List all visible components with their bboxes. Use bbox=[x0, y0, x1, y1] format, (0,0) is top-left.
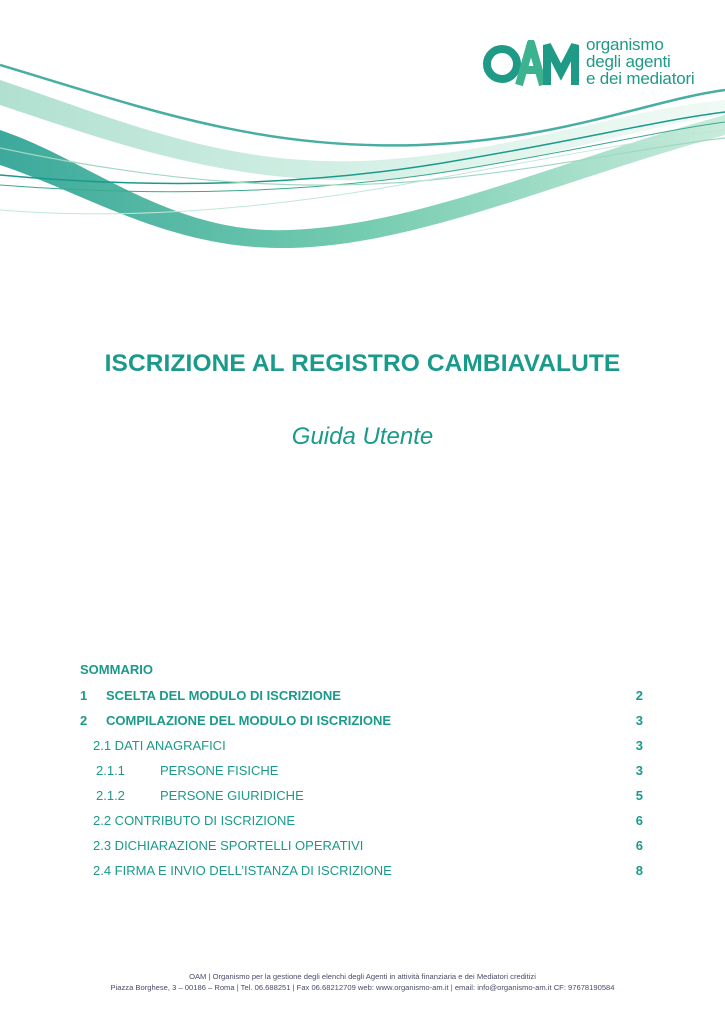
footer-line-2: Piazza Borghese, 3 – 00186 – Roma | Tel. 06.688251 | Fax 06.68212709 web: www.organismo-am.it | email: info@organismo-am.it CF: 97678190584 bbox=[110, 983, 615, 992]
toc-entry-label: COMPILAZIONE DEL MODULO DI ISCRIZIONE bbox=[106, 713, 392, 728]
toc-entry-2-3[interactable] bbox=[80, 838, 643, 863]
toc-entry-page: 5 bbox=[635, 788, 643, 803]
toc-entry-label: PERSONE GIURIDICHE bbox=[160, 788, 304, 803]
logo-line-2: degli agenti bbox=[586, 52, 671, 71]
toc-entry-page: 2 bbox=[635, 688, 643, 703]
toc-entry-label: PERSONE FISICHE bbox=[160, 763, 279, 778]
toc-entry-2-1-1[interactable] bbox=[80, 763, 643, 788]
oam-logo-mark bbox=[483, 40, 583, 88]
toc-entry-1[interactable] bbox=[80, 688, 643, 713]
toc-entry-label: 2.1 DATI ANAGRAFICI bbox=[93, 738, 226, 753]
oam-logo bbox=[483, 36, 698, 92]
footer-line-1: OAM | Organismo per la gestione degli elenchi degli Agenti in attività finanziaria e dei Mediatori creditizi bbox=[189, 972, 536, 981]
toc-entry-2-2[interactable] bbox=[80, 813, 643, 838]
toc-entry-page: 3 bbox=[635, 713, 643, 728]
toc-entry-number: 2.1.2 bbox=[96, 788, 125, 803]
toc-entry-2-1[interactable] bbox=[80, 738, 643, 763]
toc-entry-label: 2.4 FIRMA E INVIO DELL’ISTANZA DI ISCRIZIONE bbox=[93, 863, 392, 878]
toc-entry-number: 2 bbox=[80, 713, 88, 728]
document-title: ISCRIZIONE AL REGISTRO CAMBIAVALUTE bbox=[104, 350, 621, 377]
toc-entry-label: 2.2 CONTRIBUTO DI ISCRIZIONE bbox=[93, 813, 296, 828]
toc-entry-page: 6 bbox=[635, 813, 643, 828]
toc-heading: SOMMARIO bbox=[80, 662, 153, 677]
toc-entry-2[interactable] bbox=[80, 713, 643, 738]
document-subtitle: Guida Utente bbox=[291, 423, 434, 450]
page-footer bbox=[0, 971, 725, 993]
toc-entry-page: 8 bbox=[635, 863, 643, 878]
toc-entry-2-4[interactable] bbox=[80, 863, 643, 888]
toc-entry-number: 2.1.1 bbox=[96, 763, 125, 778]
toc-entry-page: 3 bbox=[635, 763, 643, 778]
toc-entry-label: 2.3 DICHIARAZIONE SPORTELLI OPERATIVI bbox=[93, 838, 364, 853]
toc-entry-label: SCELTA DEL MODULO DI ISCRIZIONE bbox=[106, 688, 341, 703]
logo-line-3: e dei mediatori bbox=[586, 69, 695, 88]
table-of-contents bbox=[80, 662, 643, 888]
toc-entry-number: 1 bbox=[80, 688, 88, 703]
toc-entry-2-1-2[interactable] bbox=[80, 788, 643, 813]
toc-entry-page: 3 bbox=[635, 738, 643, 753]
toc-entry-page: 6 bbox=[635, 838, 643, 853]
logo-line-1: organismo bbox=[586, 35, 664, 54]
